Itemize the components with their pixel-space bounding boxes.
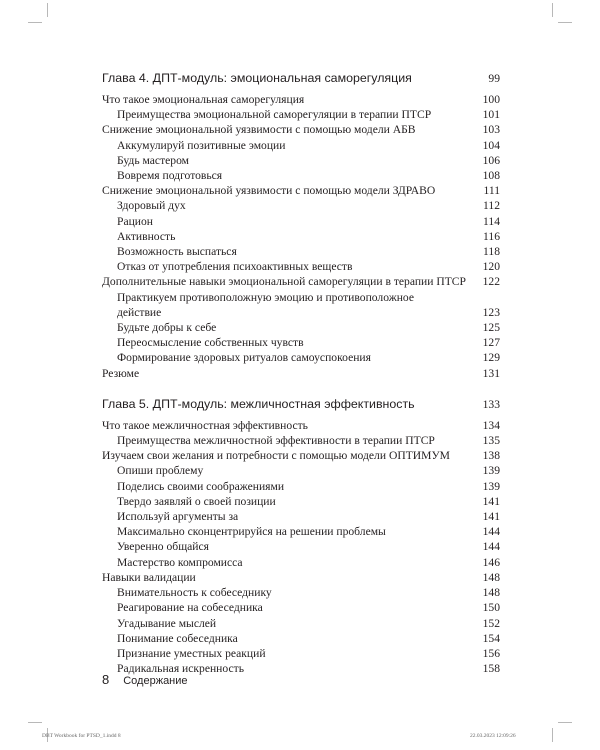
entry-page-number: 116 bbox=[483, 229, 500, 243]
entry-page-number: 156 bbox=[482, 646, 500, 660]
entry-page-number: 144 bbox=[482, 525, 500, 539]
entry-title: Рацион bbox=[117, 214, 154, 228]
entry-page-number: 138 bbox=[482, 449, 500, 463]
entry-page-number: 139 bbox=[482, 479, 500, 493]
entry-page-number: 139 bbox=[482, 464, 500, 478]
entry-title: Понимание собеседника bbox=[117, 631, 238, 645]
entry-title: Снижение эмоциональной уязвимости с помощью модели ЗДРАВО bbox=[102, 184, 436, 198]
entry-title: Формирование здоровых ритуалов самоуспокоения bbox=[117, 351, 371, 365]
entry-title: Уверенно общайся bbox=[117, 540, 209, 554]
entry-title: Поделись своими соображениями bbox=[117, 479, 285, 493]
toc-subentry[interactable] bbox=[102, 539, 500, 554]
chapter-page-number: 99 bbox=[488, 72, 500, 85]
entry-page-number: 127 bbox=[482, 336, 500, 350]
entry-page-number: 112 bbox=[483, 199, 500, 213]
running-footer-label: Содержание bbox=[123, 675, 188, 687]
chapter-title: Глава 5. ДПТ-модуль: межличностная эффективность bbox=[102, 396, 415, 411]
crop-mark bbox=[552, 3, 553, 17]
toc-entry[interactable] bbox=[102, 366, 500, 381]
page-footer bbox=[102, 672, 188, 687]
toc-subentry[interactable] bbox=[102, 214, 500, 229]
toc-entry[interactable] bbox=[102, 570, 500, 585]
entry-title: Аккумулируй позитивные эмоции bbox=[117, 138, 286, 152]
entry-title: Внимательность к собеседнику bbox=[117, 586, 272, 600]
entry-page-number: 120 bbox=[482, 260, 500, 274]
entry-title: Мастерство компромисса bbox=[117, 555, 243, 569]
toc-subentry[interactable] bbox=[102, 555, 500, 570]
entry-page-number: 158 bbox=[482, 662, 500, 676]
toc-subentry[interactable] bbox=[102, 259, 500, 274]
entry-page-number: 131 bbox=[482, 366, 500, 380]
entry-page-number: 144 bbox=[482, 540, 500, 554]
entry-page-number: 146 bbox=[482, 555, 500, 569]
entry-title: Изучаем свои желания и потребности с помощью модели ОПТИМУМ bbox=[102, 449, 450, 463]
crop-mark bbox=[558, 22, 572, 23]
entry-title: Резюме bbox=[102, 366, 140, 380]
entry-title: Реагирование на собеседника bbox=[117, 601, 263, 615]
entry-title: Активность bbox=[117, 229, 176, 243]
entry-title: Угадывание мыслей bbox=[117, 616, 217, 630]
entry-page-number: 108 bbox=[482, 169, 500, 183]
entry-page-number: 118 bbox=[483, 245, 500, 259]
entry-page-number: 154 bbox=[482, 631, 500, 645]
entry-title: Отказ от употребления психоактивных веществ bbox=[117, 260, 353, 274]
toc-subentry[interactable] bbox=[102, 168, 500, 183]
entry-title: Опиши проблему bbox=[117, 464, 204, 478]
toc-subentry[interactable] bbox=[102, 600, 500, 615]
toc-subentry[interactable] bbox=[102, 244, 500, 259]
toc-entry[interactable] bbox=[102, 448, 500, 463]
toc-entry[interactable] bbox=[102, 183, 500, 198]
toc-entry[interactable] bbox=[102, 418, 500, 433]
toc-subentry[interactable] bbox=[102, 433, 500, 448]
crop-mark bbox=[552, 728, 553, 742]
toc-entry[interactable] bbox=[102, 122, 500, 137]
entry-title: Переосмысление собственных чувств bbox=[117, 336, 304, 350]
entry-page-number: 135 bbox=[482, 434, 500, 448]
chapter-heading[interactable] bbox=[102, 68, 500, 88]
entry-page-number: 150 bbox=[482, 601, 500, 615]
toc-subentry[interactable] bbox=[102, 290, 500, 305]
entry-page-number: 129 bbox=[482, 351, 500, 365]
crop-mark bbox=[558, 722, 572, 723]
entry-title: Снижение эмоциональной уязвимости с помощью модели АБВ bbox=[102, 123, 416, 137]
entry-page-number: 122 bbox=[482, 275, 500, 289]
entry-page-number: 141 bbox=[482, 510, 500, 524]
chapter-title: Глава 4. ДПТ-модуль: эмоциональная саморегуляция bbox=[102, 71, 412, 85]
chapter-page-number: 133 bbox=[482, 397, 500, 411]
entry-title: Здоровый дух bbox=[117, 199, 186, 213]
entry-title: действие bbox=[117, 305, 162, 319]
entry-page-number: 123 bbox=[482, 305, 500, 319]
entry-page-number: 103 bbox=[482, 123, 500, 137]
toc-subentry[interactable] bbox=[102, 229, 500, 244]
toc-subentry[interactable] bbox=[102, 494, 500, 509]
entry-title: Что такое межличностная эффективность bbox=[102, 418, 308, 432]
entry-title: Что такое эмоциональная саморегуляция bbox=[102, 93, 305, 106]
toc-subentry[interactable] bbox=[102, 479, 500, 494]
entry-page-number: 148 bbox=[482, 586, 500, 600]
toc-subentry[interactable] bbox=[102, 153, 500, 168]
entry-title: Радикальная искренность bbox=[117, 662, 244, 676]
entry-page-number: 106 bbox=[482, 153, 500, 167]
table-of-contents bbox=[102, 68, 500, 676]
crop-mark bbox=[47, 3, 48, 17]
entry-title: Преимущества эмоциональной саморегуляции в терапии ПТСР bbox=[117, 108, 432, 122]
toc-subentry[interactable] bbox=[102, 616, 500, 631]
entry-title: Будь мастером bbox=[117, 153, 189, 167]
print-slug-date: 22.03.2023 12:09:26 bbox=[470, 733, 516, 739]
toc-subentry[interactable] bbox=[102, 524, 500, 539]
entry-page-number: 100 bbox=[482, 93, 500, 106]
toc-subentry[interactable] bbox=[102, 107, 500, 122]
crop-mark bbox=[28, 22, 42, 23]
entry-page-number: 104 bbox=[482, 138, 500, 152]
toc-subentry[interactable] bbox=[102, 646, 500, 661]
toc-entry[interactable] bbox=[102, 274, 500, 289]
entry-title: Дополнительные навыки эмоциональной саморегуляции в терапии ПТСР bbox=[102, 275, 466, 289]
entry-title: Возможность выспаться bbox=[117, 245, 237, 259]
entry-page-number: 101 bbox=[482, 108, 500, 122]
toc-subentry[interactable] bbox=[102, 585, 500, 600]
entry-title: Максимально сконцентрируйся на решении проблемы bbox=[117, 525, 386, 539]
entry-page-number: 111 bbox=[483, 184, 500, 198]
toc-entry[interactable] bbox=[102, 92, 500, 107]
entry-page-number: 114 bbox=[483, 214, 500, 228]
toc-subentry[interactable] bbox=[102, 463, 500, 478]
entry-title: Будьте добры к себе bbox=[117, 321, 217, 335]
entry-title: Преимущества межличностной эффективности в терапии ПТСР bbox=[117, 434, 435, 448]
entry-page-number: 141 bbox=[482, 494, 500, 508]
toc-subentry[interactable] bbox=[102, 198, 500, 213]
entry-page-number: 125 bbox=[482, 321, 500, 335]
entry-title: Практикуем противоположную эмоцию и противоположное bbox=[117, 290, 415, 304]
entry-page-number: 148 bbox=[482, 570, 500, 584]
page-number: 8 bbox=[102, 672, 110, 687]
entry-title: Твердо заявляй о своей позиции bbox=[117, 494, 276, 508]
crop-mark bbox=[28, 722, 42, 723]
toc-subentry[interactable] bbox=[102, 509, 500, 524]
entry-page-number: 134 bbox=[482, 418, 500, 432]
entry-title: Навыки валидации bbox=[102, 570, 196, 584]
toc-subentry[interactable] bbox=[102, 305, 500, 320]
entry-page-number: 152 bbox=[482, 616, 500, 630]
entry-title: Признание уместных реакций bbox=[117, 646, 266, 660]
chapter-heading[interactable] bbox=[102, 394, 500, 414]
entry-title: Используй аргументы за bbox=[117, 510, 239, 524]
entry-title: Вовремя подготовься bbox=[117, 169, 223, 183]
toc-subentry[interactable] bbox=[102, 320, 500, 335]
toc-subentry[interactable] bbox=[102, 335, 500, 350]
toc-subentry[interactable] bbox=[102, 138, 500, 153]
toc-subentry[interactable] bbox=[102, 350, 500, 365]
print-slug-file: DBT Workbook for PTSD_1.indd 8 bbox=[42, 733, 121, 739]
toc-subentry[interactable] bbox=[102, 631, 500, 646]
